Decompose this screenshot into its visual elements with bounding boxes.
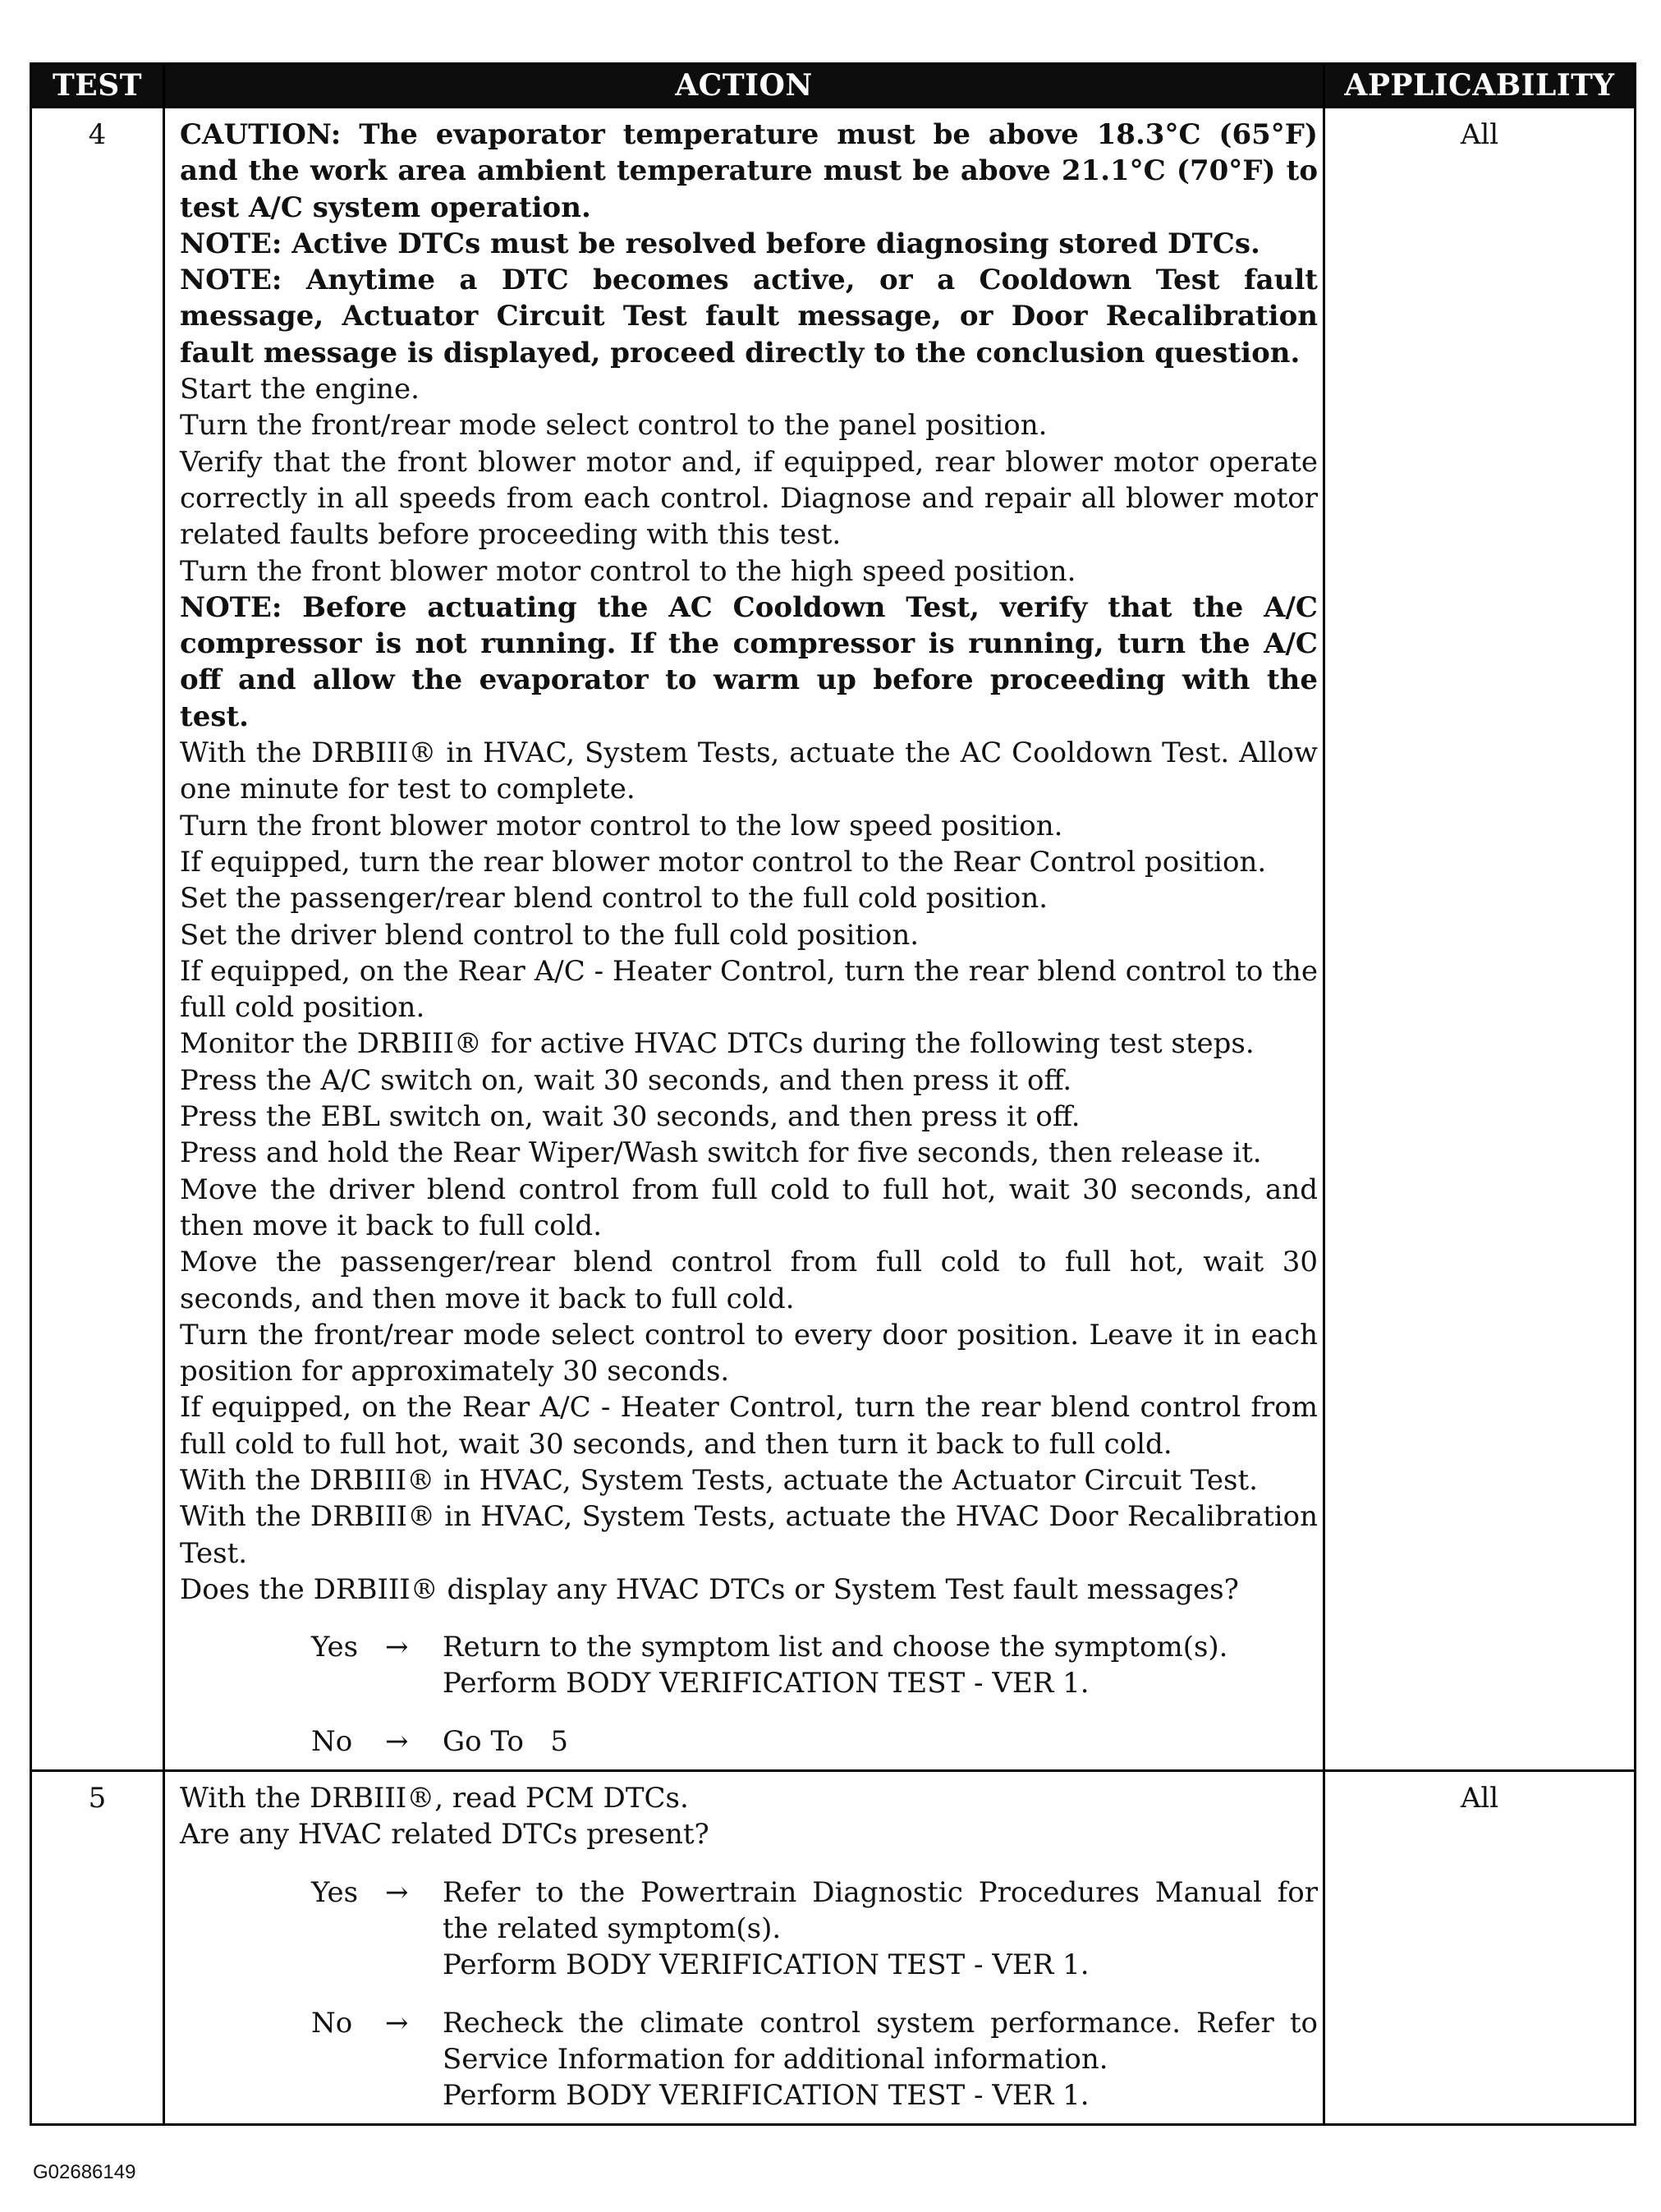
step-line: If equipped, on the Rear A/C - Heater Control, turn the rear blend control to the full cold position.	[180, 954, 1318, 1025]
test-row-5	[31, 1771, 1636, 2125]
step-line: With the DRBIII® in HVAC, System Tests, actuate the HVAC Door Recalibration Test.	[180, 1500, 1318, 1570]
answer-label: Yes	[311, 1875, 359, 1909]
answer-no	[180, 1723, 1318, 1760]
test-row-4	[31, 108, 1636, 1771]
answer-text: Perform BODY VERIFICATION TEST - VER 1.	[443, 2079, 1090, 2113]
answer-text: Refer to the Powertrain Diagnostic Procedures Manual for the related symptom(s).	[443, 1875, 1318, 1945]
step-line: Press and hold the Rear Wiper/Wash switch for five seconds, then release it.	[180, 1136, 1262, 1170]
answer-label: No	[311, 1724, 353, 1758]
step-line: Turn the front/rear mode select control to every door position. Leave it in each position for approximately 30 seconds.	[180, 1318, 1318, 1388]
note-line: NOTE: Before actuating the AC Cooldown Test, verify that the A/C compressor is not running. If the compressor is running, turn the A/C off and allow the evaporator to warm up before proceeding with the test.	[180, 590, 1318, 733]
step-line: If equipped, on the Rear A/C - Heater Control, turn the rear blend control from full cold to full hot, wait 30 seconds, and then turn it back to full cold.	[180, 1391, 1318, 1461]
step-line: If equipped, turn the rear blower motor control to the Rear Control position.	[180, 845, 1267, 879]
step-line: Press the A/C switch on, wait 30 seconds, and then press it off.	[180, 1063, 1072, 1097]
step-line: Move the passenger/rear blend control from full cold to full hot, wait 30 seconds, and then move it back to full cold.	[180, 1246, 1318, 1315]
step-line: With the DRBIII® in HVAC, System Tests, actuate the AC Cooldown Test. Allow one minute for test to complete.	[180, 737, 1318, 806]
answer-label: No	[311, 2006, 353, 2040]
action-cell	[164, 1771, 1324, 2125]
step-line: Press the EBL switch on, wait 30 seconds, and then press it off.	[180, 1100, 1081, 1134]
right-arrow-icon: →	[385, 2006, 409, 2040]
answer-yes	[180, 1629, 1318, 1702]
right-arrow-icon: →	[385, 1631, 409, 1664]
note-line: NOTE: Active DTCs must be resolved before diagnosing stored DTCs.	[180, 227, 1260, 260]
answer-text: Go To 5	[443, 1724, 568, 1758]
step-line: Move the driver blend control from full cold to full hot, wait 30 seconds, and then move it back to full cold.	[180, 1173, 1318, 1242]
figure-id: G02686149	[33, 2161, 136, 2183]
step-line: Turn the front blower motor control to the low speed position.	[180, 809, 1063, 842]
right-arrow-icon: →	[385, 1875, 409, 1909]
action-cell	[164, 108, 1324, 1771]
answer-yes	[180, 1875, 1318, 1984]
answer-text: Perform BODY VERIFICATION TEST - VER 1.	[443, 1667, 1090, 1700]
step-line: Set the driver blend control to the full cold position.	[180, 918, 920, 952]
step-line: Turn the front blower motor control to the high speed position.	[180, 554, 1076, 588]
answer-text: Perform BODY VERIFICATION TEST - VER 1.	[443, 1948, 1090, 1982]
step-line: With the DRBIII®, read PCM DTCs.	[180, 1782, 689, 1815]
right-arrow-icon: →	[385, 1724, 409, 1758]
step-line: Monitor the DRBIII® for active HVAC DTCs during the following test steps.	[180, 1027, 1255, 1061]
applicability-value: All	[1324, 108, 1636, 1771]
header-applicability: APPLICABILITY	[1324, 64, 1636, 108]
test-number: 5	[31, 1771, 164, 2125]
caution-note: CAUTION: The evaporator temperature must be above 18.3°C (65°F) and the work area ambient temperature must be above 21.1°C (70°F) to test A/C system operation.	[180, 118, 1318, 224]
answer-no	[180, 2005, 1318, 2114]
answer-text: Recheck the climate control system performance. Refer to Service Information for additional information.	[443, 2006, 1318, 2076]
diagnostic-table	[30, 62, 1636, 2126]
step-line: Set the passenger/rear blend control to the full cold position.	[180, 882, 1048, 916]
answer-text: Return to the symptom list and choose the symptom(s).	[443, 1631, 1228, 1664]
header-test: TEST	[31, 64, 164, 108]
question-line: Are any HVAC related DTCs present?	[180, 1818, 709, 1852]
test-number: 4	[31, 108, 164, 1771]
step-line: With the DRBIII® in HVAC, System Tests, actuate the Actuator Circuit Test.	[180, 1463, 1258, 1497]
step-line: Turn the front/rear mode select control to the panel position.	[180, 409, 1048, 443]
step-line: Verify that the front blower motor and, if equipped, rear blower motor operate correctly in all speeds from each control. Diagnose and repair all blower motor related faults before proceeding with this test.	[180, 445, 1318, 552]
question-line: Does the DRBIII® display any HVAC DTCs or System Test fault messages?	[180, 1572, 1239, 1606]
answer-label: Yes	[311, 1631, 359, 1664]
header-action: ACTION	[164, 64, 1324, 108]
step-line: Start the engine.	[180, 373, 420, 406]
table-header-row	[31, 64, 1636, 108]
applicability-value: All	[1324, 1771, 1636, 2125]
note-line: NOTE: Anytime a DTC becomes active, or a Cooldown Test fault message, Actuator Circuit Test fault message, or Door Recalibration fault message is displayed, proceed directly to the conclusion question.	[180, 264, 1318, 369]
